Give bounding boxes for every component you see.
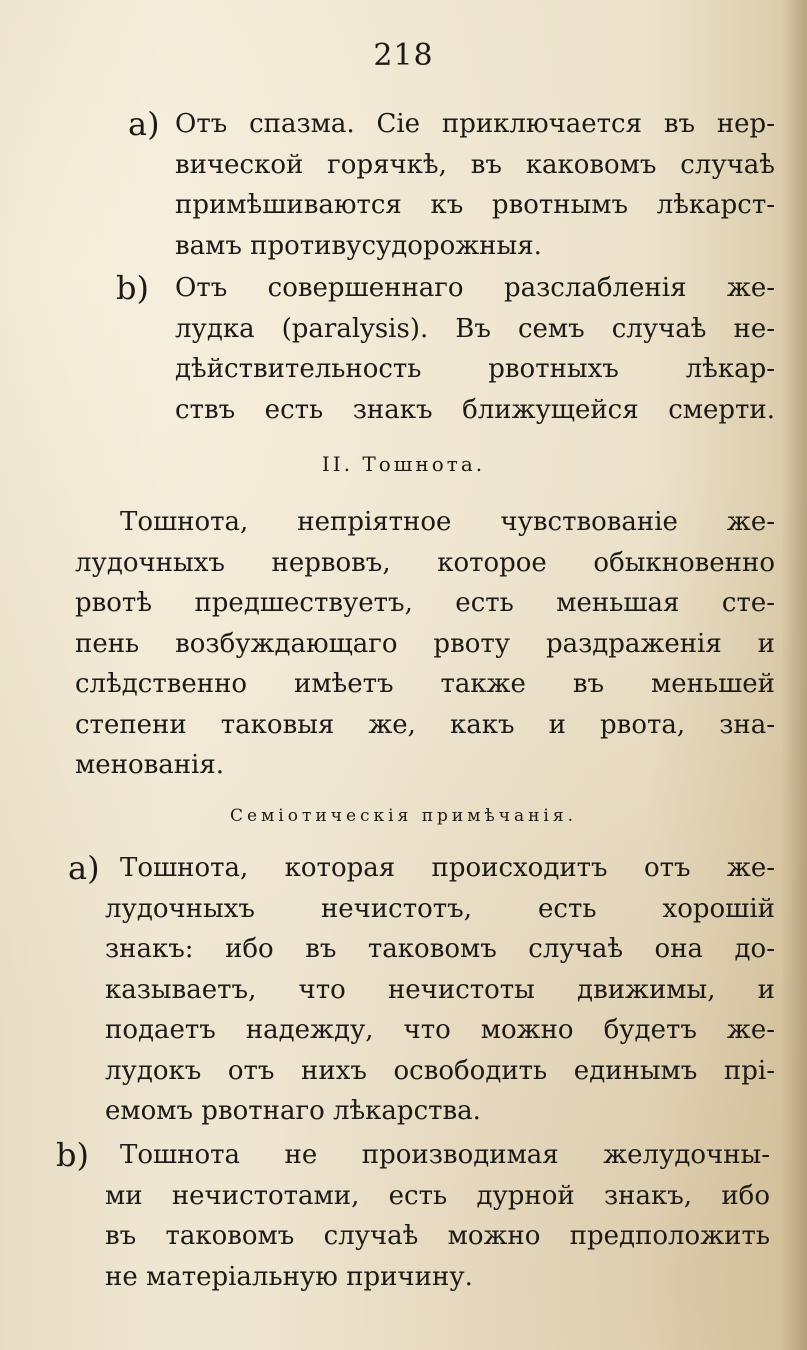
text-line: Тошнота, непріятное чувствованіе же- xyxy=(120,507,775,537)
text-line: Отъ совершеннаго разслабленія же- xyxy=(175,273,775,303)
text-line: знакъ: ибо въ таковомъ случаѣ она до- xyxy=(105,934,775,964)
page-number: 218 xyxy=(373,38,434,73)
text-line: лудочныхъ нервовъ, которое обыкновенно xyxy=(75,547,775,578)
text-line: Тошнота, которая происходитъ отъ же- xyxy=(120,853,775,883)
text-line: вамъ противусудорожныя. xyxy=(175,230,542,261)
text-line: не матеріальную причину. xyxy=(105,1261,473,1292)
text-line: дѣйствительность рвотныхъ лѣкар- xyxy=(175,354,775,384)
item-a-nausea-impurities xyxy=(105,848,775,1132)
text-line: ми нечистотами, есть дурной знакъ, ибо xyxy=(105,1180,770,1211)
text-line: въ таковомъ случаѣ можно предположить xyxy=(105,1221,770,1251)
page-edge-shadow xyxy=(781,0,807,1350)
text-line: казываетъ, что нечистоты движимы, и xyxy=(105,974,775,1005)
text-line: лудка (paralysis). Въ семъ случаѣ не- xyxy=(175,313,775,344)
text-line: пень возбуждающаго рвоту раздраженія и xyxy=(75,628,775,659)
text-line: лудочныхъ нечистотъ, есть хорошій xyxy=(105,893,775,924)
text-line: подаетъ надежду, что можно будетъ же- xyxy=(105,1015,775,1045)
text-line: слѣдственно имѣетъ также въ меньшей xyxy=(75,669,775,699)
text-line: менованія. xyxy=(75,750,225,780)
text-line: емомъ рвотнаго лѣкарства. xyxy=(105,1096,481,1126)
section-heading: II. Тошнота. xyxy=(321,452,486,476)
item-a-spasm xyxy=(175,104,775,266)
item-b-paralysis xyxy=(175,268,775,430)
item-b-nausea-other xyxy=(105,1135,770,1297)
item-marker-a: a) xyxy=(128,105,160,143)
text-line: вической горячкѣ, въ каковомъ случаѣ xyxy=(175,149,775,180)
section-paragraph xyxy=(75,502,775,786)
text-line: степени таковыя же, какъ и рвота, зна- xyxy=(75,709,775,740)
text-line: Тошнота не производимая желудочны- xyxy=(120,1140,770,1170)
text-line: лудокъ отъ нихъ освободить единымъ прі- xyxy=(105,1055,775,1086)
text-line: рвотѣ предшествуетъ, есть меньшая сте- xyxy=(75,588,775,618)
text-line: ствъ есть знакъ ближущейся смерти. xyxy=(175,394,775,425)
text-line: Отъ спазма. Сіе приключается въ нер- xyxy=(175,109,775,139)
item-marker-b: b) xyxy=(116,269,149,307)
text-line: примѣшиваются къ рвотнымъ лѣкарст- xyxy=(175,190,775,220)
section-subheading: Семіотическія примѣчанія. xyxy=(230,806,577,826)
item-marker-a: a) xyxy=(68,849,100,887)
item-marker-b: b) xyxy=(56,1136,89,1174)
